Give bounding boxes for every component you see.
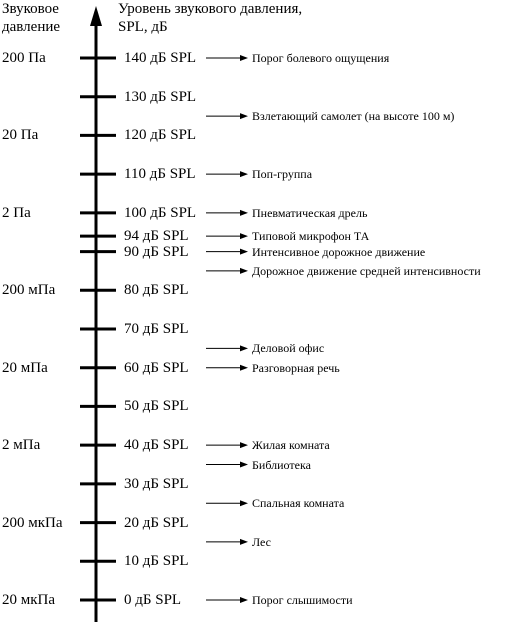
- level-label: 120 дБ SPL: [124, 127, 197, 144]
- pressure-label: 20 мкПа: [2, 592, 56, 608]
- source-arrow-head: [240, 500, 248, 506]
- source-arrow-head: [240, 597, 248, 603]
- source-arrow-head: [240, 55, 248, 61]
- source-label: Деловой офис: [252, 341, 325, 356]
- source-label: Разговорная речь: [252, 360, 340, 375]
- level-label: 20 дБ SPL: [124, 514, 189, 531]
- level-label: 10 дБ SPL: [124, 553, 189, 570]
- pressure-label: 20 Па: [2, 127, 39, 144]
- pressure-header-line2: давление: [2, 19, 61, 35]
- level-label: 140 дБ SPL: [124, 50, 197, 66]
- level-label: 30 дБ SPL: [124, 475, 189, 492]
- axis-arrow-head: [90, 6, 102, 26]
- source-arrow-head: [240, 539, 248, 545]
- source-label: Дорожное движение средней интенсивности: [252, 263, 481, 278]
- level-label: 80 дБ SPL: [124, 282, 189, 299]
- source-arrow-head: [240, 345, 248, 351]
- source-label: Порог слышимости: [252, 593, 353, 607]
- tick-marks: [80, 58, 116, 600]
- pressure-label: 2 Па: [2, 204, 31, 221]
- source-arrow-head: [240, 249, 248, 255]
- source-arrows: [206, 55, 248, 603]
- source-label: Порог болевого ощущения: [252, 51, 390, 65]
- level-label: 50 дБ SPL: [124, 398, 189, 415]
- pressure-header-line1: Звуковое: [2, 1, 59, 17]
- source-arrow-head: [240, 268, 248, 274]
- source-arrow-head: [240, 462, 248, 468]
- level-label: 0 дБ SPL: [124, 592, 182, 608]
- level-label: 60 дБ SPL: [124, 359, 189, 376]
- pressure-label: 200 Па: [2, 50, 46, 66]
- level-label: 40 дБ SPL: [124, 437, 189, 454]
- spl-header-line2: SPL, дБ: [118, 19, 168, 35]
- source-arrow-head: [240, 210, 248, 216]
- source-label: Взлетающий самолет (на высоте 100 м): [252, 109, 455, 124]
- source-arrow-head: [240, 365, 248, 371]
- source-label: Библиотека: [252, 457, 311, 472]
- source-arrow-head: [240, 233, 248, 239]
- pressure-label: 20 мПа: [2, 359, 48, 376]
- pressure-label: 200 мкПа: [2, 514, 63, 531]
- level-label: 130 дБ SPL: [124, 88, 197, 105]
- source-label: Пневматическая дрель: [252, 205, 368, 220]
- level-label: 70 дБ SPL: [124, 321, 189, 337]
- source-label: Спальная комната: [252, 496, 345, 511]
- source-arrow-head: [240, 113, 248, 119]
- source-label: Типовой микрофон ТА: [252, 229, 370, 244]
- source-arrow-head: [240, 442, 248, 448]
- level-label: 110 дБ SPL: [124, 166, 196, 183]
- spl-header-line1: Уровень звукового давления,: [118, 1, 303, 17]
- source-arrow-head: [240, 171, 248, 177]
- level-label: 94 дБ SPL: [124, 228, 189, 245]
- pressure-label: 2 мПа: [2, 437, 41, 454]
- pressure-label: 200 мПа: [2, 282, 56, 299]
- source-label: Поп-группа: [252, 167, 313, 182]
- level-label: 90 дБ SPL: [124, 243, 189, 260]
- source-label: Лес: [252, 534, 272, 549]
- level-label: 100 дБ SPL: [124, 204, 197, 221]
- source-label: Интенсивное дорожное движение: [252, 244, 426, 259]
- source-label: Жилая комната: [252, 438, 330, 453]
